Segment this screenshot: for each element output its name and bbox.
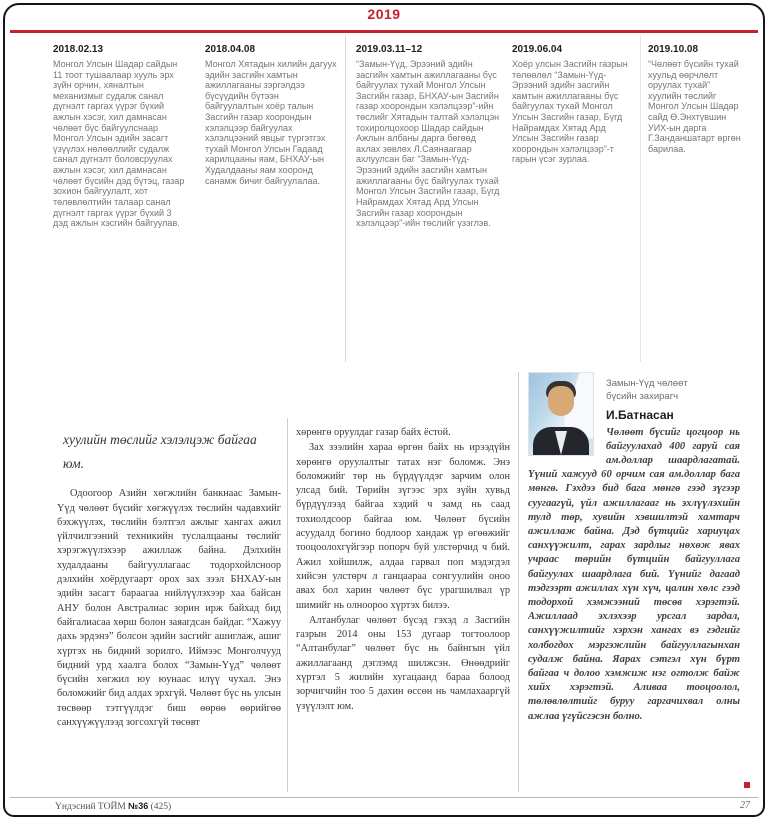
portrait-photo [528,372,594,456]
article-column-1 [57,428,281,792]
timeline-text: Монгол Улсын Шадар сайдын 11 тоот тушаалаар хууль эрх зүйн орчин, хяналтын механизмыг судалж санал дүгнэлт гаргах үүрэг бүхий ажлын хэсэг, хил дамнасан чөлөөт бүс байгуулснаар Монгол Улсын эдийн засагт үзүүлэх нөлөөллийг судалж санал дүгнэлт боловсруулах ажлын хэсэг, хил дамнасан чөлөөт бүсийн дэд бүтэц, газар зохион байгуулалт, хот төлөвлөлтийн талаар санал дүгнэлт гаргах үүрэг бүхий 3 дэд ажлын хэсгийн байгуулав. [53,59,185,229]
profile-name: И.Батнасан [606,407,674,422]
article-paragraph: Алтанбулаг чөлөөт бүсэд гэхэд л Засгийн газрын 2014 оны 153 дугаар тогтоолоор “Алтанбулаг” чөлөөт бүс нь байнгын үйл ажиллагаанд дэглэмд шилжсэн. Өнөөдрийг хүртэл 5 жилийн хугацаанд бараа болоод зорчигчийн тоо 5 дахин өссөн нь чамлахааргүй үзүүлэлт юм. [296,614,510,712]
article-column-2 [296,426,510,792]
timeline-text: “Чөлөөт бүсийн тухай хуульд өөрчлөлт оруулах тухай” хуулийн төслийг Монгол Улсын Шадар сайд Ө.Энхтүвшин УИХ-ын дарга Г.Занданшатарт өргөн барилаа. [648,59,741,154]
profile-caption [606,370,740,422]
timeline-date: 2018.02.13 [53,44,104,55]
timeline-event-5 [648,44,744,154]
footer-journal [55,801,171,812]
year-divider-line [10,30,758,33]
timeline-text: Монгол Хятадын хилийн дагуух эдийн засгийн хамтын ажиллагааны зэргэлдээ бүсүүдийн бүтээн байгуулалтын хоёр талын Засгийн газар хоорондын хэлэлцээр байгуулах хэлэлцээний явцыг түргэтгэх тухай Монгол Улсын Гадаад харилцааны яам, БНХАУ-ын Худалдааны яам хооронд санамж бичиг байгуулалаа. [205,59,337,186]
profile-quote: Чөлөөт бүсийг цогцоор нь байгуулахад 400 гаруй сая ам.доллар шаардлагатай. Үүний хажууд 60 орчим сая ам.доллар бага мөнгө. Гэхдээ бид бага мөнгө гээд зүгээр суугаагүй, үйл ажиллагааг нь эхлүүлэхийн тулд төр, хувийн хэвшилтэй хамтарч ажиллаж байна. Дэд бүтцийг хариуцах санхүүжилт, гарах зардлыг нөхөж явах учраас төрийн бүтцийн байгууллага байгуулах шаардлага бий. Үүнийг дагаад тэдгээрт ажиллах хүн хүч, цалин хөлс гээд тодорхой хэмжээний төсөв хэрэгтэй. Ажиллаад эхлэхээр урсгал зардал, санхүүжилтийг хэрхэн хангах вэ гэдгийг холбогдох мэргэжлийн байгууллагынхан судалж байна. Яарах сэтгэл хүн бүрт байгаа ч долоо хэмжиж нэг огтолж байж хийх хэрэгтэй. Аливаа тооцоолол, төлөвлөлтийг буруу гаргачихвал олны ажлаа үгүйсгэсэн болно. [528,426,740,722]
footer-issue-paren: (425) [148,802,172,812]
page-number: 27 [740,800,750,811]
footer-divider-line [10,797,758,798]
body-column-divider-right [518,372,519,792]
timeline-date: 2018.04.08 [205,44,256,55]
footer-journal-title: Үндэсний ТОЙМ [55,802,129,812]
article-paragraph: Одоогоор Азийн хөгжлийн банкнаас Замын-Үүд чөлөөт бүсийг хөгжүүлэх төслийн чадавхийг бэхжүүлэх, төслийн бэлтгэл ажлыг хангах ажил үйлчилгээний техникийн туслалцааны төслийг хэрэгжүүлэхээр ажиллаж байна. Дэлхийн худалдааны байгууллагаас тодорхойлсноор дэлхийн хоёрдугаарт орох зах зээл БНХАУ-ын эдийн засагт бараагаа нийлүүлэхээр хаа байсан АНУ болон Австралиас зорин ирж байхад бид байгалиасаа хөрш болон заяагдсан байдаг. “Хажуу дахь эрдэнэ” болсон эдийн засгийг ашиглаж, ашиг хүртэх нь бидний зорилго. Иймээс Монголчууд бидний урд хаалга болох “Замын-Үүд” чөлөөт бүсийн хөгжил юу юунаас илүү чухал. Энэ боломжийг бид алдах эрхгүй. Чөлөөт бүс нь улсын төсвөөр тэтгүүлдэг биш өөрөө өөрийгөө санхүүжүүлээд зогсохгүй төсөвт [57,488,281,728]
footer-issue-number: №36 [128,801,149,811]
timeline-date: 2019.03.11–12 [356,44,423,55]
article-paragraph: Зах зээлийн хараа өргөн байх нь ирээдүйн хөрөнгө оруулалтыг татах нэг боломж. Энэ боломжийг төр нь бүрдүүлдэг зарчим олон улсад бий. Төрийн зүгээс эрх зүйн хувьд бүрдүүлээд байгаа хэдий ч замд нь саад тохиолдсоор байгаа юм. Чөлөөт бүсийн асуудалд богино бодлоор хандаж үр өгөөжийг тооцоолохгүйгээр попорч буй улстөрчид ч бий. Ажил хойшилж, алдаа гарвал поп мэдэгдэл хийсэн улстөрч л ганцаараа сонгуулийн оноо авах бол харин чөлөөт бүс урагшилвал үр шимийг нь олноороо хүртэх билээ. [296,442,510,611]
article-paragraph: хөрөнгө оруулдаг газар байх ёстой. [296,427,451,438]
timeline-text: Хоёр улсын Засгийн газрын төлөөлөл “Замын-Үүд-Эрээний эдийн засгийн хамтын ажиллагааны бүс байгуулах тухай Монгол Улсын Засгийн газар, Бүгд Найрамдах Хятад Ард Улсын Засгийн газар хоорондын хэлэлцээр”-т гарын үсэг зурлаа. [512,59,628,165]
article-lead-heading: хуулийн төслийг хэлэлцэж байгаа юм. [63,432,257,471]
timeline-event-2 [205,44,339,186]
profile-column [528,370,740,792]
article-end-marker [744,782,750,788]
timeline-group-divider [345,36,346,362]
timeline-event-4 [512,44,634,165]
timeline-date: 2019.10.08 [648,44,699,55]
timeline-event-1 [53,44,189,229]
body-column-divider-left [287,418,288,792]
timeline-event-3 [356,44,500,229]
timeline-date: 2019.06.04 [512,44,563,55]
photo-face [548,386,574,416]
year-header: 2019 [367,6,401,22]
profile-role: Замын-Үүд чөлөөт бүсийн захирагч [606,378,688,402]
timeline-column-divider [640,36,641,362]
timeline-text: “Замын-Үүд, Эрээний эдийн засгийн хамтын ажиллагааны бүс байгуулах тухай Монгол Улсын Засгийн газар, БНХАУ-ын Засгийн газар хоорондын хэлэлцээр”-ийн төслийг Хятадын талтай хэлэлцэн тохиролцохоор Шадар сайдын Ажлын албаны дарга бөгөөд ахлах зөвлөх Л.Саянаагаар ахлуулсан баг “Замын-Үүд-Эрээний эдийн засгийн хамтын ажиллагааны бүс байгуулах тухай Монгол Улсын Засгийн газар, Бүгд Найрамдах Хятад Ард Улсын Засгийн газар хоорондын хэлэлцээр”-ийн төслийг үзэглэв. [356,59,500,229]
